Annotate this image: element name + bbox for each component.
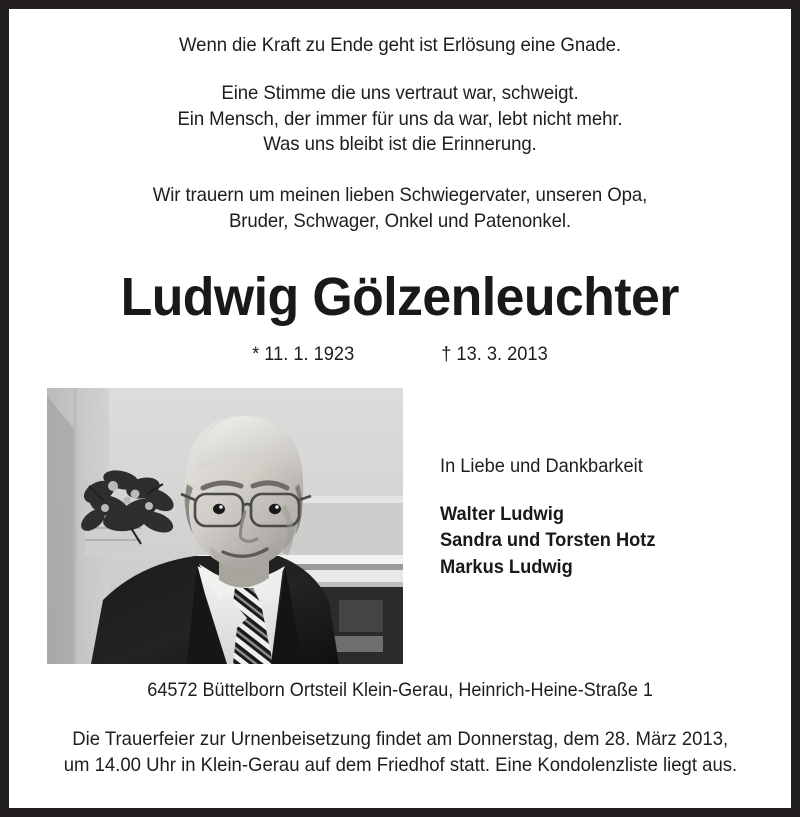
address-text: 64572 Büttelborn Ortsteil Klein-Gerau, Heinrich-Heine-Straße 1 xyxy=(147,680,653,702)
ceremony-line xyxy=(9,727,791,753)
birth-date: * 11. 1. 1923 xyxy=(252,344,355,366)
deceased-name-wrap xyxy=(9,267,791,328)
ceremony-info xyxy=(9,727,791,779)
ceremony-line xyxy=(9,753,791,779)
verse-line: Was uns bleibt ist die Erinnerung. xyxy=(263,133,537,156)
mourner-name: Markus Ludwig xyxy=(440,556,573,578)
photo-and-mourners-row xyxy=(9,388,791,666)
verse-line: Ein Mensch, der immer für uns da war, lebt nicht mehr. xyxy=(177,107,623,130)
portrait-illustration xyxy=(47,388,403,664)
address-line xyxy=(9,680,791,702)
verse-line: Wir trauern um meinen lieben Schwiegervater, unseren Opa, xyxy=(152,184,648,207)
verse-line: Bruder, Schwager, Onkel und Patenonkel. xyxy=(228,209,572,232)
deceased-name: Ludwig Gölzenleuchter xyxy=(120,267,680,328)
verse-line: Eine Stimme die uns vertraut war, schweigt. xyxy=(221,82,579,105)
verse-block-poem xyxy=(9,81,791,157)
deceased-portrait-photo xyxy=(47,388,403,664)
life-dates xyxy=(9,344,791,366)
verse-block-opening xyxy=(9,33,791,58)
verse-block-relations xyxy=(9,183,791,234)
verse-line: Wenn die Kraft zu Ende geht ist Erlösung eine Gnade. xyxy=(179,34,621,56)
mourners-block xyxy=(440,456,664,581)
mourner-name: Walter Ludwig xyxy=(440,504,564,526)
mourners-name-list xyxy=(440,502,664,581)
notice-inner xyxy=(9,9,791,808)
mourners-intro: In Liebe und Dankbarkeit xyxy=(440,456,643,478)
death-date: † 13. 3. 2013 xyxy=(441,344,548,366)
ceremony-line-text: Die Trauerfeier zur Urnenbeisetzung findet am Donnerstag, dem 28. März 2013, xyxy=(72,728,728,751)
verse-area xyxy=(9,9,791,234)
ceremony-line-text: um 14.00 Uhr in Klein-Gerau auf dem Friedhof statt. Eine Kondolenzliste liegt aus. xyxy=(63,753,737,776)
mourner-name: Sandra und Torsten Hotz xyxy=(440,530,656,552)
